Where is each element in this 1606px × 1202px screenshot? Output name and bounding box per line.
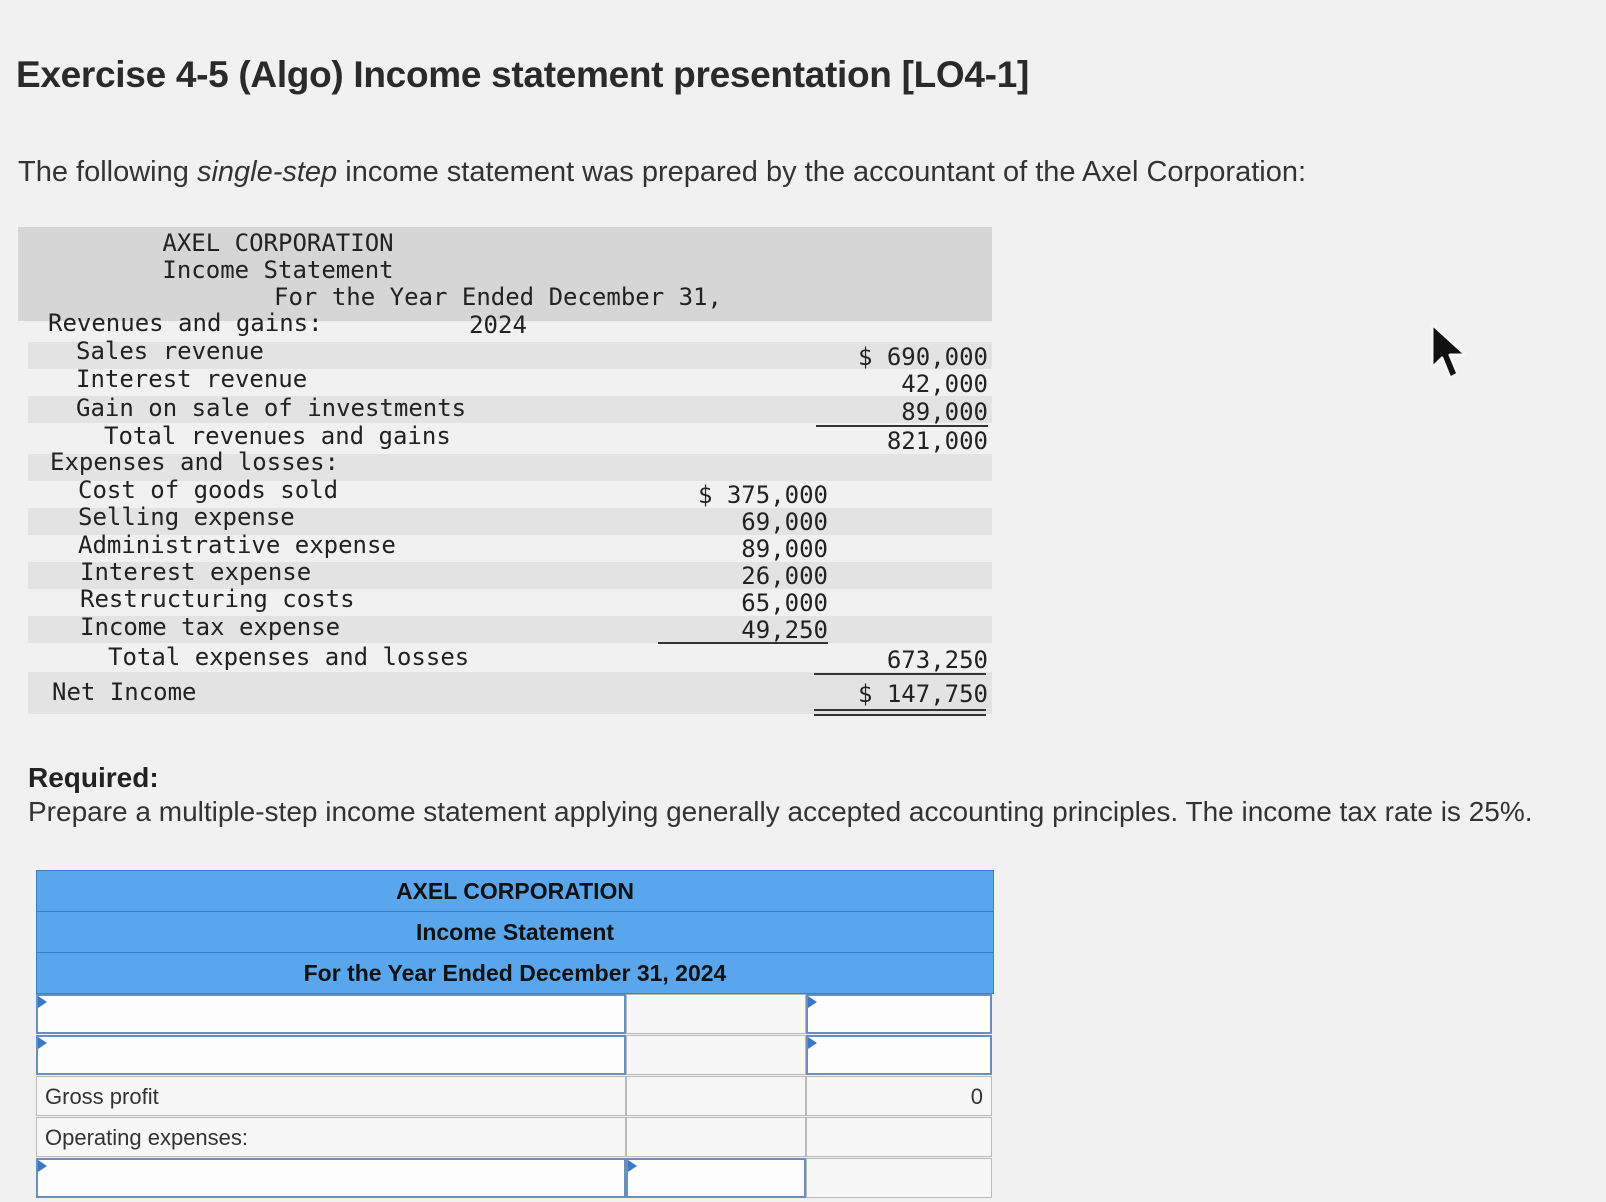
total-expenses-amount: 673,250 xyxy=(886,646,988,674)
intro-before: The following xyxy=(18,156,197,188)
dropdown-marker-icon xyxy=(808,1037,817,1049)
amount-input[interactable] xyxy=(806,994,992,1034)
dropdown-marker-icon xyxy=(38,996,47,1008)
account-dropdown[interactable] xyxy=(36,994,626,1034)
expense-label: Administrative expense xyxy=(78,531,396,559)
subtotal-rule xyxy=(658,642,828,644)
amount-cell[interactable] xyxy=(626,994,806,1034)
required-text: Prepare a multiple-step income statement applying generally accepted accounting principles. The income tax rate is 25%. xyxy=(28,796,1533,827)
statement-title: Income Statement xyxy=(162,256,394,284)
amount-cell xyxy=(806,1117,992,1157)
expense-label: Selling expense xyxy=(78,503,295,531)
expense-amount: 26,000 xyxy=(741,562,828,590)
net-income-label: Net Income xyxy=(52,678,197,706)
expenses-heading: Expenses and losses: xyxy=(50,448,339,476)
gross-profit-value: 0 xyxy=(806,1076,992,1116)
amount-cell[interactable] xyxy=(806,1158,992,1198)
statement-company: AXEL CORPORATION xyxy=(162,229,394,257)
intro-emphasis: single-step xyxy=(196,156,338,188)
account-dropdown[interactable] xyxy=(36,1158,626,1198)
cursor-arrow-icon xyxy=(1430,322,1474,389)
revenue-label: Sales revenue xyxy=(76,337,264,365)
dropdown-marker-icon xyxy=(38,1160,47,1172)
total-expenses-label: Total expenses and losses xyxy=(108,643,470,671)
expense-label: Cost of goods sold xyxy=(78,476,339,504)
revenue-amount: 42,000 xyxy=(901,370,988,398)
answer-period: For the Year Ended December 31, 2024 xyxy=(36,952,994,994)
required-heading: Required: xyxy=(28,762,159,793)
single-step-statement xyxy=(18,227,992,727)
expense-label: Restructuring costs xyxy=(80,585,355,613)
revenue-label: Interest revenue xyxy=(76,365,308,393)
amount-input[interactable] xyxy=(626,1158,806,1198)
dropdown-marker-icon xyxy=(808,996,817,1008)
table-row xyxy=(36,1158,994,1200)
revenue-label: Gain on sale of investments xyxy=(76,394,467,422)
amount-cell[interactable] xyxy=(626,1035,806,1075)
table-row xyxy=(36,994,994,1036)
net-income-amount: $ 147,750 xyxy=(857,680,988,708)
total-revenues-label: Total revenues and gains xyxy=(104,422,451,450)
intro-text xyxy=(18,156,1306,189)
revenue-amount: 89,000 xyxy=(901,398,988,426)
account-dropdown[interactable] xyxy=(36,1035,626,1075)
expense-amount: 49,250 xyxy=(741,616,828,644)
expense-amount: 69,000 xyxy=(741,508,828,536)
amount-cell xyxy=(626,1117,806,1157)
multiple-step-statement-table xyxy=(36,870,994,1202)
total-revenues-amount: 821,000 xyxy=(886,427,988,455)
statement-period: For the Year Ended December 31, 2024 xyxy=(274,283,722,339)
answer-title: Income Statement xyxy=(36,911,994,953)
expense-label: Income tax expense xyxy=(80,613,341,641)
expense-amount: 65,000 xyxy=(741,589,828,617)
dropdown-marker-icon xyxy=(628,1160,637,1172)
answer-company: AXEL CORPORATION xyxy=(36,870,994,912)
table-row xyxy=(36,1076,994,1118)
page-title: Exercise 4-5 (Algo) Income statement presentation [LO4-1] xyxy=(16,54,1029,95)
dropdown-marker-icon xyxy=(38,1037,47,1049)
amount-input[interactable] xyxy=(806,1035,992,1075)
expense-amount: $ 375,000 xyxy=(697,481,828,509)
expense-amount: 89,000 xyxy=(741,535,828,563)
revenue-amount: $ 690,000 xyxy=(857,343,988,371)
intro-after: income statement was prepared by the accountant of the Axel Corporation: xyxy=(337,156,1307,188)
gross-profit-label: Gross profit xyxy=(36,1076,626,1116)
amount-cell xyxy=(626,1076,806,1116)
table-row xyxy=(36,1117,994,1159)
total-double-rule xyxy=(814,709,986,716)
operating-expenses-label: Operating expenses: xyxy=(36,1117,626,1157)
subtotal-rule xyxy=(814,673,986,675)
table-row xyxy=(36,1035,994,1077)
expense-label: Interest expense xyxy=(80,558,312,586)
revenues-heading: Revenues and gains: xyxy=(48,309,323,337)
